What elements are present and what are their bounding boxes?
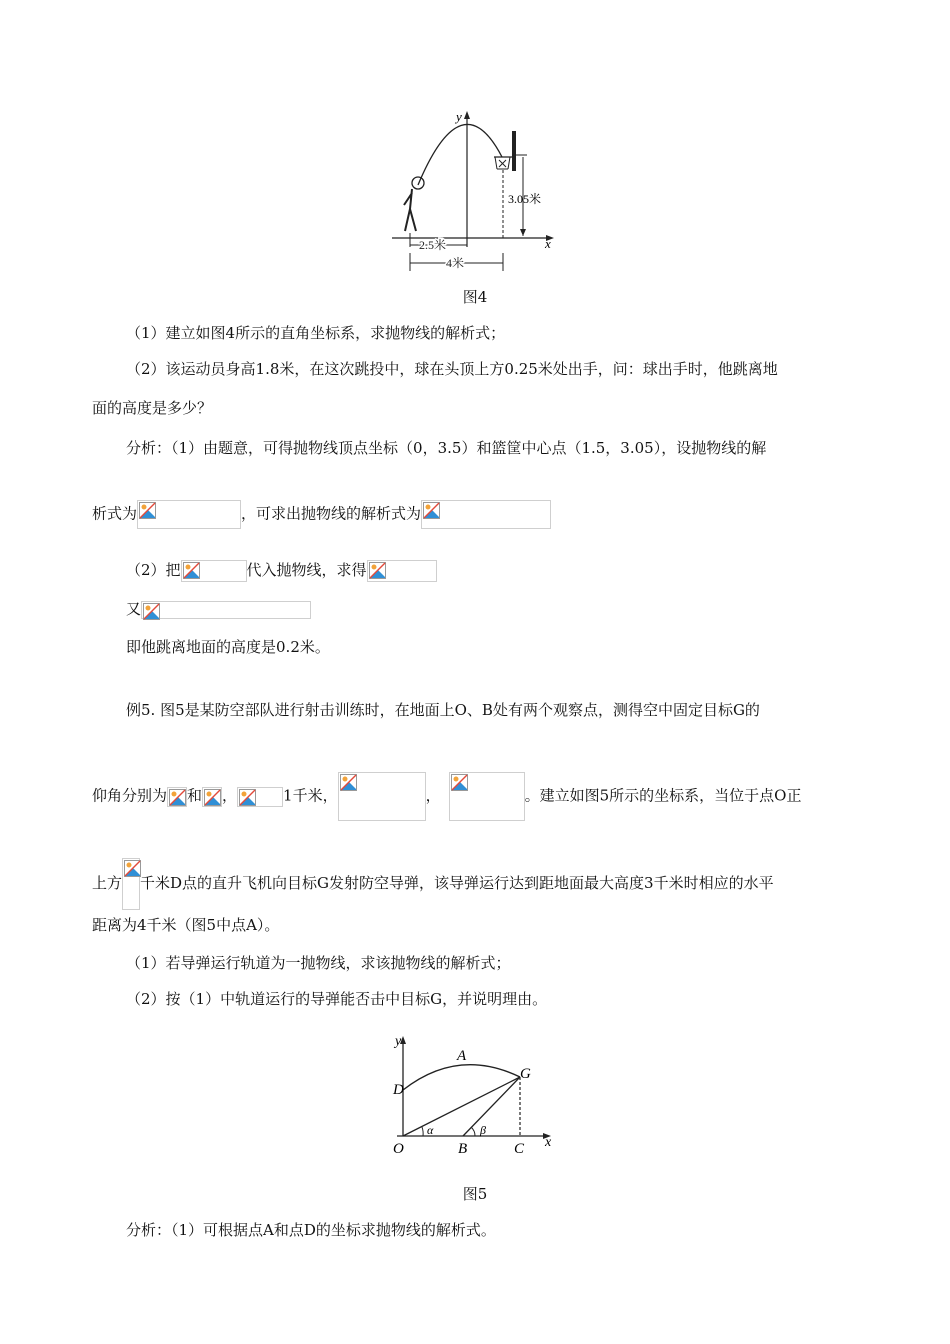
fig4-y-label: y: [456, 109, 462, 124]
fig4-dist1-label: 2.5米: [419, 238, 447, 252]
example-5-question-1: （1）若导弹运行轨道为一抛物线，求该抛物线的解析式；: [126, 954, 511, 972]
example-5-text: 例5. 图5是某防空部队进行射击训练时，在地面上O、B处有两个观察点，测得空中固定目标G的: [126, 701, 760, 719]
missing-image-icon: [169, 789, 186, 806]
analysis-2-text-a: （2）把: [126, 561, 181, 579]
example-5-text-d: 1千米，: [283, 786, 338, 805]
missing-image-icon: [451, 774, 468, 791]
missing-image-icon: [369, 562, 386, 579]
missing-image-icon: [183, 562, 200, 579]
missing-image-icon: [239, 789, 256, 806]
analysis-3-line: [126, 599, 311, 619]
example-5-text-c: ，: [222, 786, 238, 805]
formula-image-placeholder: [421, 500, 551, 529]
fig4-height-label: 3.05米: [508, 192, 542, 206]
example-5-distance-text: 距离为4千米（图5中点A）。: [92, 916, 280, 934]
fig5-C-label: C: [514, 1141, 525, 1157]
example-5-text-f: 。建立如图5所示的坐标系，当位于点O正: [524, 786, 802, 805]
fig5-B-label: B: [458, 1141, 468, 1157]
example-5-question-2: （2）按（1）中轨道运行的导弹能否击中目标G，并说明理由。: [126, 990, 548, 1008]
question-2-text: （2）该运动员身高1.8米，在这次跳投中，球在头顶上方0.25米处出手，问：球出手时，他跳离地: [126, 360, 778, 378]
figure-5-caption: 图5: [462, 1185, 488, 1203]
fig4-dist2-label: 4米: [446, 256, 465, 270]
conclusion-text: 即他跳离地面的高度是0.2米。: [126, 638, 330, 656]
example-5-text-a: 仰角分别为: [92, 786, 168, 805]
formula-image-placeholder: [449, 772, 525, 821]
figure-4-diagram: [390, 105, 570, 275]
missing-image-icon: [139, 502, 156, 519]
fig5-D-label: D: [393, 1082, 404, 1098]
analysis-example-5-text: 分析：（1）可根据点A和点D的坐标求抛物线的解析式。: [126, 1221, 496, 1239]
fig5-alpha-label: α: [427, 1123, 434, 1137]
fig5-x-label: x: [545, 1135, 552, 1150]
example-5-helicopter-line: [92, 858, 774, 910]
missing-image-icon: [143, 603, 160, 620]
formula-image-placeholder: [181, 560, 247, 582]
missing-image-icon: [340, 774, 357, 791]
formula-image-placeholder: [367, 560, 437, 582]
analysis-2-text-b: 代入抛物线，求得: [246, 561, 367, 579]
fig5-A-label: A: [457, 1048, 467, 1064]
question-2-text-cont: 面的高度是多少？: [92, 399, 213, 417]
example-5-text-b: 和: [187, 786, 203, 805]
figure-4-caption: 图4: [462, 288, 488, 306]
analysis-formula-line: [92, 500, 551, 529]
analysis-3-text: 又: [126, 600, 142, 618]
fig5-G-label: G: [520, 1066, 531, 1082]
fig5-y-label: y: [395, 1034, 402, 1049]
fig5-beta-label: β: [480, 1123, 486, 1137]
analysis-1-text: 分析：（1）由题意，可得抛物线顶点坐标（0，3.5）和篮筐中心点（1.5，3.05），设抛物线的解: [126, 439, 767, 457]
formula-image-placeholder: [122, 858, 140, 910]
fig5-O-label: O: [393, 1141, 404, 1157]
analysis-text-b: ，可求出抛物线的解析式为: [241, 504, 422, 523]
missing-image-icon: [423, 502, 440, 519]
example-5-text-e: ，: [425, 786, 441, 805]
example-5-angles-line: [92, 772, 801, 821]
example-5-text-g: 上方: [92, 874, 123, 892]
figure-5-diagram: [385, 1030, 565, 1160]
formula-image-placeholder: [137, 500, 241, 529]
formula-image-placeholder: [167, 787, 187, 807]
question-1-text: （1）建立如图4所示的直角坐标系，求抛物线的解析式；: [126, 324, 506, 342]
analysis-text-a: 析式为: [92, 504, 138, 523]
missing-image-icon: [124, 860, 141, 877]
formula-image-placeholder: [237, 787, 283, 807]
example-5-text-h: 千米D点的直升飞机向目标G发射防空导弹，该导弹运行达到距地面最大高度3千米时相应的水平: [140, 874, 774, 892]
formula-image-placeholder: [338, 772, 426, 821]
analysis-2-line: [126, 560, 437, 582]
formula-image-placeholder: [202, 787, 222, 807]
missing-image-icon: [204, 789, 221, 806]
formula-image-placeholder: [141, 601, 311, 619]
fig4-x-label: x: [545, 236, 551, 251]
